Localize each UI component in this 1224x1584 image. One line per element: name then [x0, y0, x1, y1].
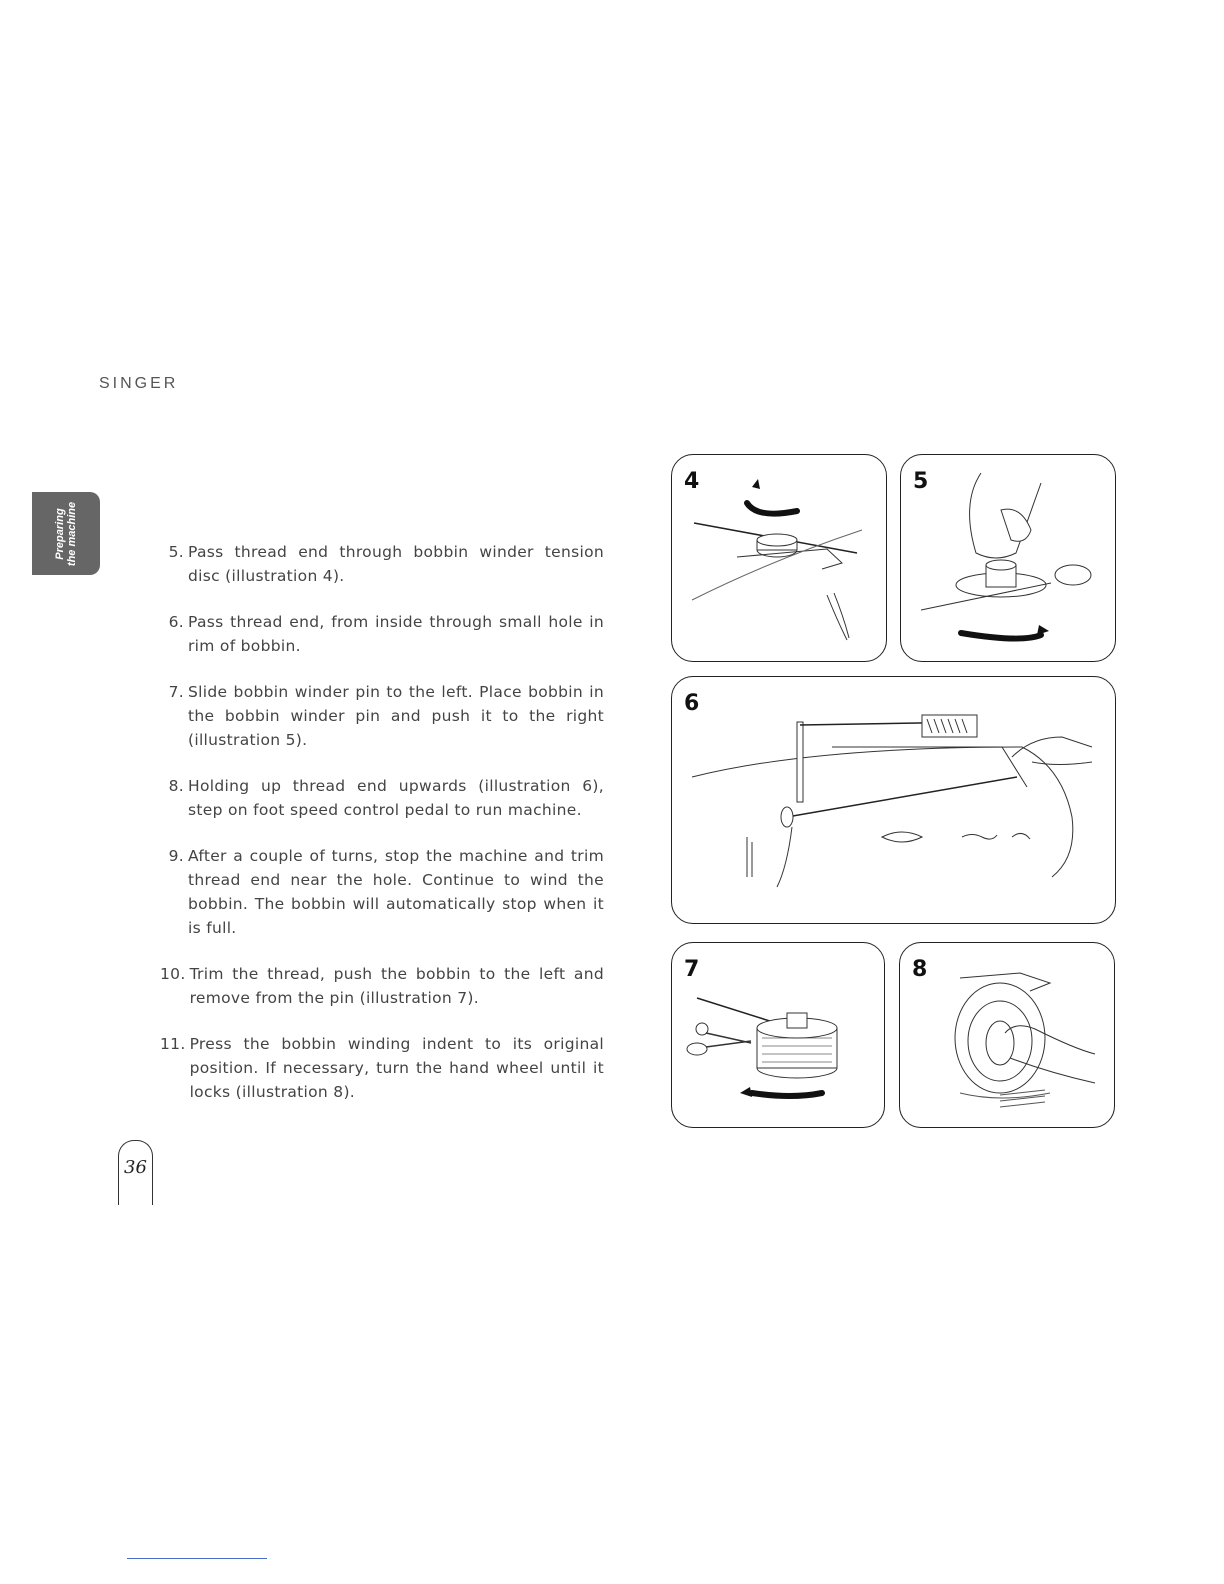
illustration-4 — [671, 454, 887, 662]
illustration-6 — [671, 676, 1116, 924]
illustration-7 — [671, 942, 885, 1128]
instruction-step — [160, 540, 604, 588]
page-number: 36 — [124, 1157, 147, 1178]
illustration-label: 4 — [684, 469, 700, 494]
machine-thread-drawing — [672, 677, 1115, 923]
step-number: 9. — [168, 847, 184, 865]
step-text: Trim the thread, push the bobbin to the left and remove from the pin (illustration 7). — [189, 965, 604, 1007]
section-tab-label — [54, 501, 78, 565]
section-tab-line-2: the machine — [66, 501, 78, 566]
illustration-5 — [900, 454, 1116, 662]
section-tab — [32, 492, 100, 575]
divider — [127, 1558, 267, 1559]
step-number: 11. — [160, 1035, 186, 1053]
illustration-8 — [899, 942, 1115, 1128]
trim-thread-drawing — [672, 943, 884, 1127]
instruction-step — [160, 774, 604, 822]
illustration-label: 5 — [913, 469, 929, 494]
bobbin-pin-drawing — [901, 455, 1115, 661]
step-text: After a couple of turns, stop the machine and trim thread end near the hole. Continue to wind the bobbin. The bobbin will automatically stop when it is full. — [188, 847, 604, 937]
instruction-list — [160, 540, 604, 1126]
step-number: 7. — [168, 683, 184, 701]
instruction-step — [160, 1032, 604, 1104]
instruction-step — [160, 962, 604, 1010]
instruction-step — [160, 680, 604, 752]
step-number: 8. — [168, 777, 184, 795]
step-number: 6. — [168, 613, 184, 631]
instruction-step — [160, 844, 604, 940]
step-number: 5. — [168, 543, 184, 561]
tension-disc-drawing — [672, 455, 886, 661]
brand-logo: SINGER — [99, 375, 179, 392]
step-text: Slide bobbin winder pin to the left. Place bobbin in the bobbin winder pin and push it to the right (illustration 5). — [188, 683, 604, 749]
illustration-label: 7 — [684, 957, 700, 982]
illustration-label: 6 — [684, 691, 700, 716]
step-text: Pass thread end, from inside through small hole in rim of bobbin. — [188, 613, 604, 655]
step-text: Press the bobbin winding indent to its original position. If necessary, turn the hand wheel until it locks (illustration 8). — [189, 1035, 604, 1101]
illustration-label: 8 — [912, 957, 928, 982]
section-tab-line-1: Preparing — [54, 507, 66, 560]
step-text: Holding up thread end upwards (illustration 6), step on foot speed control pedal to run machine. — [188, 777, 604, 819]
instruction-step — [160, 610, 604, 658]
hand-wheel-drawing — [900, 943, 1114, 1127]
step-text: Pass thread end through bobbin winder tension disc (illustration 4). — [188, 543, 604, 585]
step-number: 10. — [160, 965, 186, 983]
page-number-tab — [118, 1140, 153, 1205]
